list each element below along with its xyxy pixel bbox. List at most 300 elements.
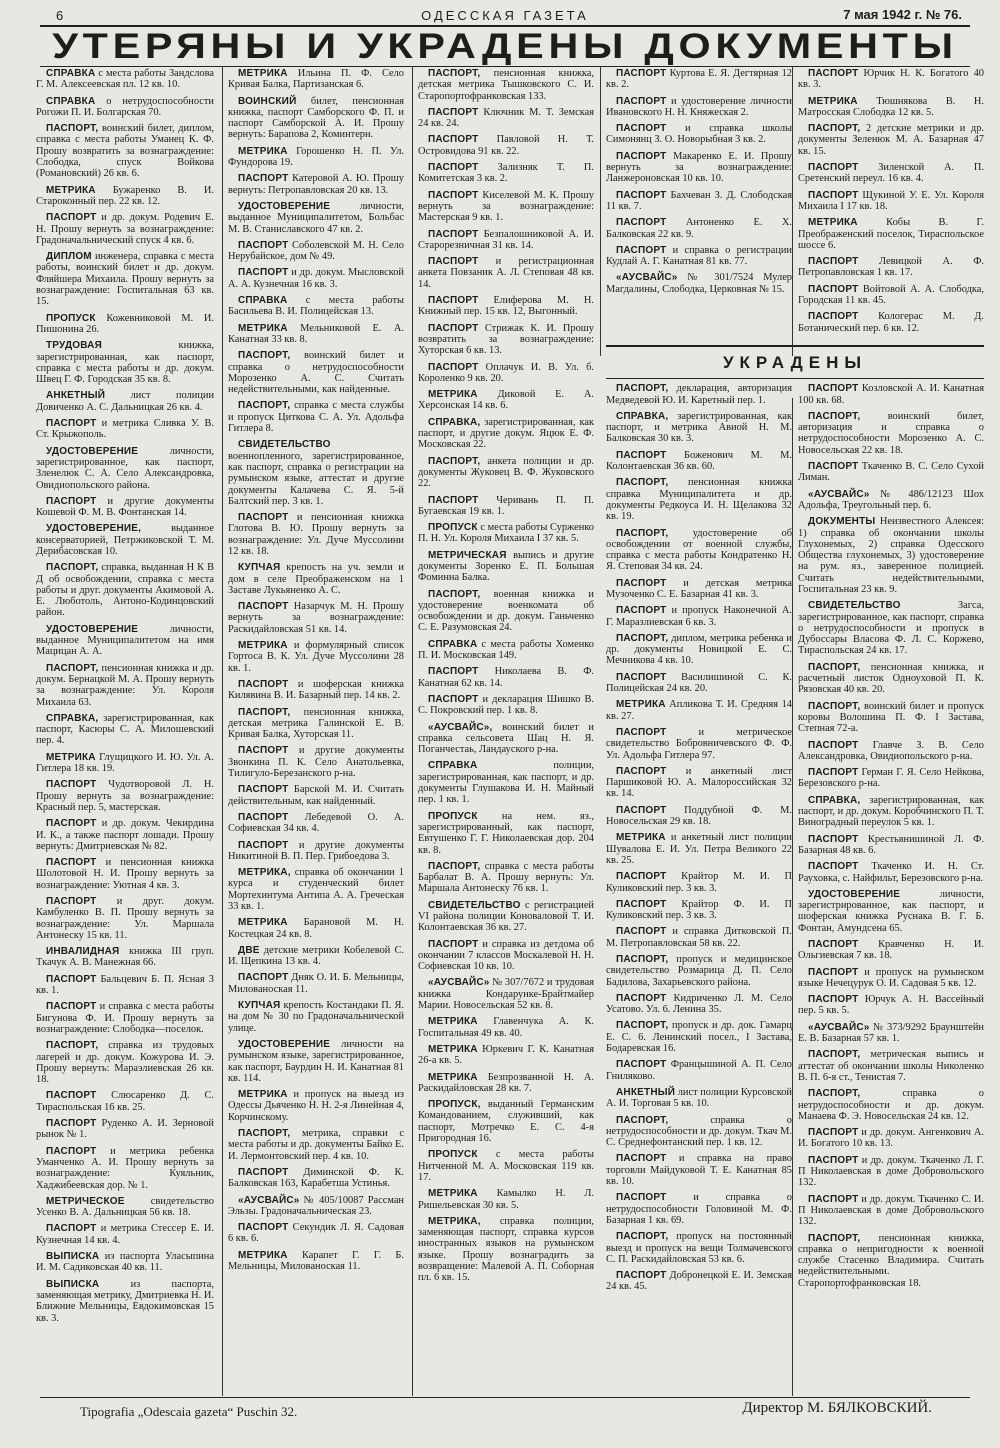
- notice-text: метрическая выпись и аттестат об окончании школы Николенко В. П. 6-я ст., Тенистая 7.: [798, 1049, 984, 1083]
- notice-item: [606, 151, 792, 185]
- notice-keyword: ПАСПОРТ: [616, 189, 667, 201]
- notice-text: выпись и другие документы Зоренко Е. П. Большая Фоминна Балка.: [418, 549, 594, 584]
- notice-item: [606, 727, 792, 761]
- notice-item: [418, 107, 594, 130]
- notice-item: [418, 162, 594, 185]
- notice-keyword: МЕТРИКА: [808, 217, 858, 229]
- notice-keyword: ПАСПОРТ: [428, 361, 479, 373]
- notice-item: [228, 201, 404, 235]
- notice-keyword: «АУСВАЙС»: [238, 1194, 300, 1206]
- notice-keyword: ПАСПОРТ: [46, 1223, 97, 1235]
- notice-text: и детская метрика Музоченко С. Е. Базарная 41 кв. 3.: [606, 577, 792, 600]
- notice-item: [36, 779, 214, 813]
- notice-keyword: ПАСПОРТ: [616, 765, 667, 777]
- notice-keyword: ПАСПОРТ: [238, 1222, 289, 1234]
- notice-text: № 486/12123 Шох Адольфа, Треугольный пер. 6.: [798, 488, 984, 511]
- notice-item: [228, 562, 404, 596]
- notice-item: [418, 295, 594, 318]
- notice-text: с места работы Сурженко П. Н. Ул. Короля Михаила I 37 кв. 5.: [418, 522, 594, 545]
- notice-text: справка с места работы Барбалат В. А. Прошу вернуть: Ул. Маршала Антонеску 76 кв. 1.: [418, 860, 594, 895]
- notice-item: [606, 926, 792, 949]
- notice-text: лист полиции Довиченко А. С. Дальницкая 26 кв. 4.: [36, 390, 214, 413]
- notice-item: [228, 1195, 404, 1218]
- notice-text: удостоверение об освобождении от военной службы, справка с места работы Кондратенко Н. Я. Степовая 34 кв. 24.: [606, 527, 792, 573]
- notice-text: книжка III груп. Ткачук А. В. Манежная 66.: [36, 946, 214, 969]
- notice-keyword: ПАСПОРТ: [616, 1059, 667, 1071]
- notice-text: пропуск на постоянный выезд и пропуск на вещи Толмачевского С. П. Раскидайловская 53 кв. 6.: [606, 1231, 792, 1265]
- notice-text: Бахчеван З. Д. Слободская 11 кв. 7.: [606, 189, 792, 212]
- notice-text: личности, зарегистрированное, как паспорт, и шоферская книжка Руснака В. Г. Б. Фонтан, Амундсена 65.: [798, 888, 984, 934]
- notice-item: [798, 994, 984, 1017]
- notice-keyword: ПАСПОРТ,: [616, 632, 669, 644]
- notice-keyword: ПАСПОРТ,: [428, 860, 481, 872]
- notice-keyword: ПАСПОРТ,: [238, 1128, 291, 1140]
- notice-item: [36, 340, 214, 385]
- notice-text: воинский билет и пропуск коровы Волошина П. Ф. I Застава, Степная 72-а.: [798, 700, 984, 735]
- notice-keyword: ПАСПОРТ: [428, 189, 479, 201]
- notice-text: с регистрацией VI района полиции Коноваловой Т. И. Колонтаевская 36 кв. 27.: [418, 899, 594, 934]
- notice-item: [36, 523, 214, 557]
- notice-keyword: ПАСПОРТ,: [46, 123, 99, 135]
- notice-keyword: «АУСВАЙС»: [428, 977, 490, 989]
- notice-text: Глущицкого И. Ю. Ул. А. Гитлера 18 кв. 19.: [36, 751, 214, 775]
- notice-text: декларация, авторизация Медведевой Ю. И. Каретный пер. 1.: [606, 383, 792, 406]
- notice-text: и метрика Сливка У. В. Ст. Крыжополь.: [36, 418, 214, 441]
- notice-keyword: ПАСПОРТ,: [238, 350, 291, 362]
- newspaper-name: ОДЕССКАЯ ГАЗЕТА: [421, 8, 589, 23]
- notice-text: Тюшнякова В. Н. Матросская Слободка 12 кв. 5.: [798, 95, 984, 118]
- notice-text: и справка на право торговли Майдуковой Т. Е. Канатная 85 кв. 10.: [606, 1153, 792, 1188]
- notice-text: Слюсаренко Д. С. Тираспольская 16 кв. 25.: [36, 1090, 214, 1113]
- notice-text: и пропуск на выезд из Одессы Дьяченко Н. Н. 2-я Линейная 4, Корчинскому.: [228, 1089, 404, 1123]
- notice-keyword: КУПЧАЯ: [238, 1000, 281, 1012]
- notice-item: [606, 96, 792, 119]
- notice-item: [228, 1128, 404, 1162]
- notice-text: Безпрозванной Н. А. Раскидайловская 28 кв. 7.: [418, 1071, 594, 1094]
- notice-item: [606, 805, 792, 828]
- section-rule: [606, 345, 984, 347]
- notice-item: [228, 400, 404, 434]
- notice-item: [36, 857, 214, 891]
- notice-text: Щукиной У. Е. Ул. Короля Михаила I 17 кв. 18.: [798, 189, 984, 212]
- notice-text: Руденко А. И. Зерновой рынок № 1.: [36, 1118, 214, 1141]
- notice-item: [36, 96, 214, 119]
- notice-item: [418, 939, 594, 973]
- notice-item: [36, 818, 214, 852]
- notice-item: [798, 939, 984, 962]
- notice-keyword: ПАСПОРТ: [46, 857, 97, 869]
- notice-keyword: ПАСПОРТ: [428, 494, 479, 506]
- notice-keyword: СПРАВКА,: [46, 712, 99, 724]
- notice-item: [606, 1270, 792, 1293]
- notice-text: и анкетный лист полиции Шувалова Е. И. Ул. Петра Великого 22 кв. 25.: [606, 832, 792, 866]
- notice-keyword: МЕТРИКА: [238, 640, 288, 652]
- notice-item: [418, 1216, 594, 1284]
- notice-item: [418, 68, 594, 102]
- notice-text: с места работы Нитченной М. А. Московская 119 кв. 17.: [418, 1149, 594, 1183]
- notice-text: зарегистрированная, как паспорт, и другие докум. Яцюк Е. Ф. Московская 22.: [418, 416, 594, 451]
- notice-item: [606, 383, 792, 406]
- notice-keyword: ПАСПОРТ: [238, 267, 289, 279]
- notice-item: [606, 633, 792, 667]
- notice-item: [606, 411, 792, 445]
- notice-text: и другие документы Никитиной В. П. Пер. Грибоедова 3.: [228, 839, 404, 862]
- notice-keyword: ПАСПОРТ,: [808, 661, 861, 673]
- notice-item: [798, 834, 984, 857]
- notice-item: [36, 496, 214, 519]
- notice-item: [606, 766, 792, 800]
- notice-item: [228, 784, 404, 807]
- notice-text: и формулярный список Гортоса В. К. Ул. Дуче Муссолини 28 кв. 1.: [228, 640, 404, 674]
- notice-keyword: ПАСПОРТ: [808, 739, 859, 751]
- notice-item: [228, 640, 404, 674]
- notice-item: [36, 562, 214, 618]
- notice-text: и другие документы Кошевой Ф. М. В. Фонтанская 14.: [36, 495, 214, 519]
- notice-item: [798, 489, 984, 512]
- notice-item: [798, 411, 984, 456]
- notice-item: [228, 812, 404, 835]
- notice-keyword: ПАСПОРТ: [238, 512, 289, 524]
- notice-text: о нетрудоспособности Рогожи П. И. Болгарская 70.: [36, 95, 214, 118]
- notice-text: Павловой Н. Т. Островидова 91 кв. 22.: [418, 134, 594, 157]
- notice-text: Главче З. В. Село Александровка, Овидиопольского р-на.: [798, 739, 984, 762]
- printer-imprint: Tipografia „Odescaia gazeta“ Puschin 32.: [80, 1404, 298, 1419]
- notice-text: Францышиной А. П. Село Гниляково.: [606, 1059, 792, 1082]
- notice-item: [36, 446, 214, 491]
- notice-keyword: МЕТРИКА: [46, 751, 96, 763]
- notice-keyword: ПАСПОРТ: [46, 973, 97, 985]
- notice-text: Барановой М. Н. Костецкая 24 кв. 8.: [228, 917, 404, 940]
- notice-keyword: ПАСПОРТ: [616, 95, 667, 107]
- notice-item: [798, 767, 984, 790]
- notice-keyword: ПАСПОРТ: [238, 745, 289, 757]
- notice-text: пенсионная книжка, справка о непригодности к военной службе Стасенко Владимира. Считать недействительными. Старопортофранковская 18.: [798, 1232, 984, 1289]
- notice-text: диплом, метрика ребенка и др. документы Новицкой Е. С. Мечникова 4 кв. 10.: [606, 632, 792, 667]
- notice-text: № 301/7524 Мулер Магдалины, Слободка, Церковная № 15.: [606, 272, 792, 295]
- notice-keyword: ПАСПОРТ: [238, 811, 289, 823]
- notice-item: [798, 190, 984, 213]
- notice-keyword: ПРОПУСК: [46, 312, 96, 324]
- notice-keyword: УДОСТОВЕРЕНИЕ: [808, 888, 901, 900]
- notice-text: зарегистрированная, как паспорт, и др. докум. Коробчинского П. Т. Виноградный переулок 5 кв. 1.: [798, 794, 984, 829]
- notice-text: и метрика ребенка Уманченко А. И. Прошу вернуть за вознаграждение: Куяльник, Хаджибеевская дор. № 1.: [36, 1145, 214, 1191]
- notice-keyword: ПАСПОРТ: [238, 1166, 289, 1178]
- notice-text: крепость Костандаки П. Я. на дом № 30 по Градоначальнической улице.: [228, 1000, 404, 1034]
- notice-keyword: АНКЕТНЫЙ: [616, 1086, 676, 1098]
- notice-item: [798, 967, 984, 990]
- notice-text: Макаренко Е. И. Прошу вернуть за вознаграждение: Ланжероновская 10 кв. 10.: [606, 150, 792, 185]
- page-header: [40, 6, 970, 26]
- notice-keyword: ПАСПОРТ: [616, 898, 667, 910]
- notice-item: [606, 1059, 792, 1082]
- notice-keyword: ПАСПОРТ,: [808, 1232, 861, 1244]
- notice-item: [798, 256, 984, 279]
- notice-item: [418, 417, 594, 451]
- notice-text: крепость на уч. земли и дом в селе Преображенском на 1 Заставе Лукьяненко А. С.: [228, 562, 404, 596]
- notice-text: Юрчук А. Н. Вассейный пер. 5 кв. 5.: [798, 994, 984, 1017]
- notice-text: справка о нетрудоспособности и др. докум. Манаева Ф. Э. Новосельская 24 кв. 12.: [798, 1088, 984, 1122]
- notice-keyword: ПАСПОРТ: [428, 295, 479, 307]
- notice-keyword: ПАСПОРТ: [238, 239, 289, 251]
- notice-keyword: ПАСПОРТ,: [616, 527, 669, 539]
- notice-keyword: «АУСВАЙС»: [808, 1021, 870, 1033]
- notice-item: [798, 795, 984, 829]
- notice-keyword: ПРОПУСК,: [428, 1099, 481, 1111]
- notice-keyword: ПАСПОРТ: [808, 861, 859, 873]
- notice-text: Василишиной С. К. Полицейская 24 кв. 20.: [606, 671, 792, 695]
- notice-keyword: СПРАВКА: [46, 68, 96, 79]
- notice-text: инженера, справка с места работы, воинский билет и др. докум. Фляйшера Михаила. Прошу вернуть за вознаграждение: Госпитальная 63 кв. 15.: [36, 251, 214, 308]
- notice-text: Юрчик Н. К. Богатого 40 кв. 3.: [798, 68, 984, 91]
- notice-text: и справка школы Симонянц З. О. Новорыбная 3 кв. 2.: [606, 123, 792, 146]
- right-block: [606, 68, 984, 1298]
- notice-keyword: ПАСПОРТ: [46, 818, 97, 830]
- notice-item: [418, 722, 594, 756]
- notice-item: [798, 217, 984, 251]
- notice-text: и др. докум. Ангенкович А. И. Богатого 10 кв. 13.: [798, 1127, 984, 1150]
- notice-keyword: КУПЧАЯ: [238, 562, 281, 574]
- notice-keyword: ПАСПОРТ,: [616, 383, 669, 395]
- notice-text: Крестьянишиной Л. Ф. Базарная 48 кв. 6.: [798, 833, 984, 856]
- notice-keyword: «АУСВАЙС»: [808, 488, 870, 500]
- notice-item: [798, 311, 984, 334]
- notice-item: [418, 861, 594, 895]
- notice-keyword: ПАСПОРТ: [46, 779, 97, 791]
- notice-keyword: МЕТРИЧЕСКАЯ: [428, 549, 507, 561]
- notice-item: [798, 162, 984, 185]
- notice-text: Секундик Л. Я. Садовая 6 кв. 6.: [228, 1222, 404, 1245]
- notice-text: пенсионная книжка справка Муниципалитета и др. документы Редкоуса И. Н. Щелакова 32 кв. 19.: [606, 477, 792, 523]
- notice-keyword: МЕТРИКА,: [428, 1215, 481, 1227]
- notice-item: [606, 272, 792, 295]
- notice-keyword: ПРОПУСК: [428, 810, 478, 822]
- notice-item: [798, 1194, 984, 1228]
- notice-text: воинский билет и справка о нетрудоспособности Морозенко А. С. Считать недействительными, как найденные.: [228, 350, 404, 396]
- notice-item: [606, 871, 792, 894]
- notice-item: [606, 477, 792, 522]
- notice-text: Крайтор Ф. И. П Куликовский пер. 3 кв. 3.: [606, 898, 792, 922]
- notice-keyword: ПАСПОРТ,: [238, 400, 291, 412]
- notice-text: книжка, зарегистрированная, как паспорт, справка с места работы и др. докум. Швец Г. Ф. Городская 35 кв. 8.: [36, 340, 214, 386]
- notice-keyword: ПАСПОРТ: [808, 162, 859, 174]
- notice-text: и шоферская книжка Килявина В. И. Базарный пер. 14 кв. 2.: [228, 678, 404, 702]
- notice-text: Зиленской А. П. Сретенский переул. 16 кв. 4.: [798, 162, 984, 185]
- notice-keyword: СПРАВКА: [46, 95, 96, 107]
- notice-text: и удостоверение личности Ивановского Н. Н. Княжеская 2.: [606, 95, 792, 118]
- notice-text: пенсионная книжка, и расчетный листок Одноуховой П. К. Рязовская 40 кв. 20.: [798, 661, 984, 696]
- notice-keyword: ПАСПОРТ: [808, 189, 859, 201]
- notice-item: [798, 1127, 984, 1150]
- notice-text: Боженович М. М. Колонтаевская 36 кв. 60.: [606, 449, 792, 473]
- notice-text: пенсионная книжка и др. докум. Бернацкой М. А. Прошу вернуть за вознаграждение: Ул. Короля Михаила 63.: [36, 662, 214, 708]
- notice-keyword: УДОСТОВЕРЕНИЕ: [238, 200, 331, 212]
- notice-item: [36, 1040, 214, 1085]
- notice-item: [606, 190, 792, 213]
- notice-item: [798, 1155, 984, 1189]
- notice-text: из паспорта Уласыпина И. М. Садиковская 40 кв. 11.: [36, 1251, 214, 1274]
- notice-item: [36, 1001, 214, 1035]
- notice-keyword: ПАСПОРТ,: [616, 1231, 669, 1243]
- notice-item: [228, 679, 404, 702]
- notice-text: Поддубной Ф. М. Новосельская 29 кв. 18.: [606, 804, 792, 828]
- notice-text: 2 детские метрики и др. документы Зеленюк М. А. Базарная 47 кв. 15.: [798, 123, 984, 157]
- notice-keyword: СПРАВКА: [238, 295, 288, 307]
- notice-keyword: ПАСПОРТ: [808, 767, 859, 779]
- notice-item: [606, 68, 792, 91]
- notice-item: [228, 1167, 404, 1190]
- notice-item: [418, 760, 594, 805]
- notice-text: Добронецкой Е. И. Земская 24 кв. 45.: [606, 1270, 792, 1293]
- notice-item: [228, 1089, 404, 1123]
- notice-text: Куртова Е. Я. Дегтярная 12 кв. 2.: [606, 68, 792, 91]
- notice-item: [798, 516, 984, 595]
- notice-text: и метрическое свидетельство Бобровничевского Ф. Ф. Ул. Адольфа Гитлера 97.: [606, 726, 792, 761]
- notice-keyword: ПАСПОРТ: [428, 322, 479, 334]
- notice-keyword: ПАСПОРТ: [46, 418, 97, 430]
- notice-text: воинский билет и справка сельсовета Шац Н. Я. Поганчестаь, Ландауского р-на.: [418, 721, 594, 756]
- notice-keyword: ПАСПОРТ: [808, 1127, 859, 1139]
- notice-text: Герман Г. Я. Село Нейкова, Березовского р-на.: [798, 767, 984, 790]
- notice-keyword: ПАСПОРТ: [46, 1090, 97, 1102]
- notice-item: [228, 707, 404, 741]
- notice-keyword: ВОИНСКИЙ: [238, 95, 297, 107]
- notice-text: и регистрационная анкета Повзаник А. Л. Степовая 48 кв. 14.: [418, 256, 594, 290]
- notice-text: с места работы Басильева В. И. Полицейская 13.: [228, 295, 404, 318]
- notice-text: Ткаченко И. Н. Ст. Рауховка, с. Найфильт, Березовского р-на.: [798, 861, 984, 884]
- notice-item: [606, 578, 792, 601]
- notice-keyword: МЕТРИКА: [428, 389, 478, 401]
- notice-keyword: ПАСПОРТ: [616, 871, 667, 883]
- notice-text: пенсионная книжка, детская метрика Галинской Е. В. Кривая Балка, Хуторская 11.: [228, 706, 404, 741]
- notice-keyword: УДОСТОВЕРЕНИЕ: [46, 445, 139, 457]
- notice-text: и др. докум. Ткаченко Л. Г. П Николаевская в доме Добровольского 132.: [798, 1154, 984, 1189]
- notice-item: [36, 974, 214, 997]
- page-number: 6: [56, 8, 64, 23]
- notice-text: Диминской Ф. К. Балковская 163, Карабетша Устинья.: [228, 1166, 404, 1190]
- notice-text: и справка из детдома об окончании 7 классов Москалевой Н. Н. Софиевская 10 кв. 10.: [418, 938, 594, 973]
- notice-keyword: МЕТРИКА: [616, 699, 666, 711]
- notice-item: [606, 699, 792, 722]
- issue-date: 7 мая 1942 г. № 76.: [843, 7, 962, 22]
- notice-item: [798, 1233, 984, 1289]
- notice-keyword: ПАСПОРТ: [616, 1270, 667, 1282]
- notice-item: [36, 185, 214, 208]
- notice-item: [36, 418, 214, 441]
- notice-item: [606, 1231, 792, 1265]
- notice-item: [36, 1196, 214, 1219]
- notice-keyword: ПАСПОРТ: [616, 577, 667, 589]
- notice-item: [798, 1088, 984, 1122]
- notice-item: [418, 811, 594, 856]
- notice-item: [798, 284, 984, 307]
- notice-item: [606, 672, 792, 695]
- notice-item: [418, 229, 594, 252]
- notice-text: личности, зарегистрированное, как паспорт, Зленелюк С. А. Село Александровка, Овидиопольского района.: [36, 445, 214, 491]
- notice-item: [418, 1072, 594, 1095]
- notice-text: Кобы В. Г. Преображенский поселок, Тираспольское шоссе 6.: [798, 217, 984, 251]
- notice-item: [228, 68, 404, 91]
- notice-keyword: ПАСПОРТ: [428, 134, 479, 146]
- notice-item: [418, 1044, 594, 1067]
- notice-text: и анкетный лист Паршиковой Ю. А. Малороссийская 32 кв. 14.: [606, 765, 792, 800]
- notice-item: [228, 1039, 404, 1084]
- lost-column-3: [418, 68, 594, 1289]
- notice-keyword: МЕТРИКА: [428, 1043, 478, 1055]
- notice-keyword: ПАСПОРТ: [808, 994, 859, 1006]
- notice-keyword: ПАСПОРТ: [808, 1193, 859, 1205]
- notice-text: пропуск и медицинское свидетельство Розмарица Д. П. Село Бадилова, Захарьевского района.: [606, 954, 792, 988]
- notice-item: [798, 383, 984, 406]
- notice-text: Мельниковой Е. А. Канатная 33 кв. 8.: [228, 322, 404, 345]
- notice-keyword: ПАСПОРТ: [46, 495, 97, 507]
- page-footer: [40, 1400, 970, 1430]
- notice-keyword: ПАСПОРТ: [616, 726, 667, 738]
- notice-text: № 373/9292 Браунштейн Е. В. Базарная 57 кв. 1.: [798, 1021, 984, 1045]
- notice-item: [418, 1099, 594, 1144]
- notice-text: воинский билет, авторизация и справка о нетрудоспособности Морозенко А. С. Новосельская 22 кв. 18.: [798, 410, 984, 456]
- notice-keyword: ПАСПОРТ: [238, 839, 289, 851]
- notice-text: № 405/10087 Рассман Эльзы. Градоначальническая 23.: [228, 1194, 404, 1217]
- notice-text: Николаева В. Ф. Канатная 62 кв. 14.: [418, 666, 594, 689]
- notice-text: Карапет Г. Г. Б. Мельницы, Милованоская 11.: [228, 1249, 404, 1273]
- notice-text: с места работы Зандслова Г. М. Алексеевская пл. 12 кв. 10.: [36, 68, 214, 91]
- notice-keyword: ПАСПОРТ: [616, 68, 667, 79]
- notice-text: и др. докум. Родевич Е. Н. Прошу вернуть за вознаграждение: Градоначальнический спуск 4 кв. 6.: [36, 212, 214, 246]
- notice-item: [36, 663, 214, 708]
- notice-keyword: ВЫПИСКА: [46, 1251, 100, 1263]
- notice-keyword: МЕТРИКА: [238, 1089, 288, 1101]
- notice-text: Барской М. И. Считать действительным, как найденный.: [228, 784, 404, 807]
- notice-text: справка о нетрудоспособности и др. докум. Ткач М. С. Среднефонтанский пер. 1 кв. 12.: [606, 1114, 792, 1149]
- notice-text: Назарчук М. Н. Прошу вернуть за вознаграждение: Раскидайловская 51 кв. 14.: [228, 601, 404, 635]
- notice-item: [606, 245, 792, 268]
- notice-item: [228, 512, 404, 557]
- notice-text: и другие документы Звонкина П. К. Село Анатольевка, Тилигуло-Березанского р-на.: [228, 745, 404, 780]
- notice-item: [36, 1251, 214, 1274]
- notice-item: [228, 439, 404, 507]
- notice-text: и др. докум. Ткаченко С. И. П Николаевская в доме Добровольского 132.: [798, 1193, 984, 1228]
- notice-text: Горошенко Н. П. Ул. Фундорова 19.: [228, 145, 404, 169]
- notice-item: [36, 313, 214, 336]
- notice-item: [228, 350, 404, 395]
- notice-text: метрика, справки с места работы и др. документы Байко Е. И. Лермонтовский пер. 4 кв. 10.: [228, 1128, 404, 1162]
- footer-rule: [40, 1397, 970, 1398]
- notice-item: [228, 745, 404, 779]
- notice-text: зарегистрированная, как паспорт, Касюры С. А. Милошевский пер. 4.: [36, 712, 214, 747]
- notice-keyword: ПАСПОРТ,: [616, 954, 669, 965]
- notice-text: и пропуск на румынском языке Нечецурук О. И. Садовая 5 кв. 12.: [798, 966, 984, 989]
- notice-text: Безпалошниковой А. И. Старорезничная 31 кв. 14.: [418, 228, 594, 251]
- notice-text: военнопленного, зарегистрированное, как паспорт, справка о регистрации на румынском языке, аттестат и другие документы Калачева С. Я. 5-й Балтский пер. 3 кв. 1.: [228, 450, 404, 507]
- notice-keyword: УДОСТОВЕРЕНИЕ: [46, 623, 139, 635]
- notice-item: [228, 601, 404, 635]
- notice-text: Диковой Е. А. Херсонская 14 кв. 6.: [418, 389, 594, 412]
- notice-item: [798, 701, 984, 735]
- title-rule: [40, 66, 970, 67]
- notice-text: Апликова Т. И. Средняя 14 кв. 27.: [606, 699, 792, 722]
- notice-keyword: ПАСПОРТ,: [808, 700, 861, 712]
- notice-keyword: ПРОПУСК: [428, 522, 478, 534]
- notice-keyword: ПАСПОРТ: [428, 938, 479, 950]
- notice-keyword: ПАСПОРТ: [46, 1001, 97, 1013]
- notice-text: детские метрики Кобелевой С. И. Щепкина 13 кв. 4.: [228, 944, 404, 968]
- notice-item: [606, 1115, 792, 1149]
- notice-keyword: ПАСПОРТ: [808, 311, 859, 323]
- notice-item: [798, 600, 984, 656]
- notice-text: Бальцевич Б. П. Ясная 3 кв. 1.: [36, 973, 214, 997]
- notice-item: [228, 1250, 404, 1273]
- notice-keyword: ПАСПОРТ,: [616, 1114, 669, 1126]
